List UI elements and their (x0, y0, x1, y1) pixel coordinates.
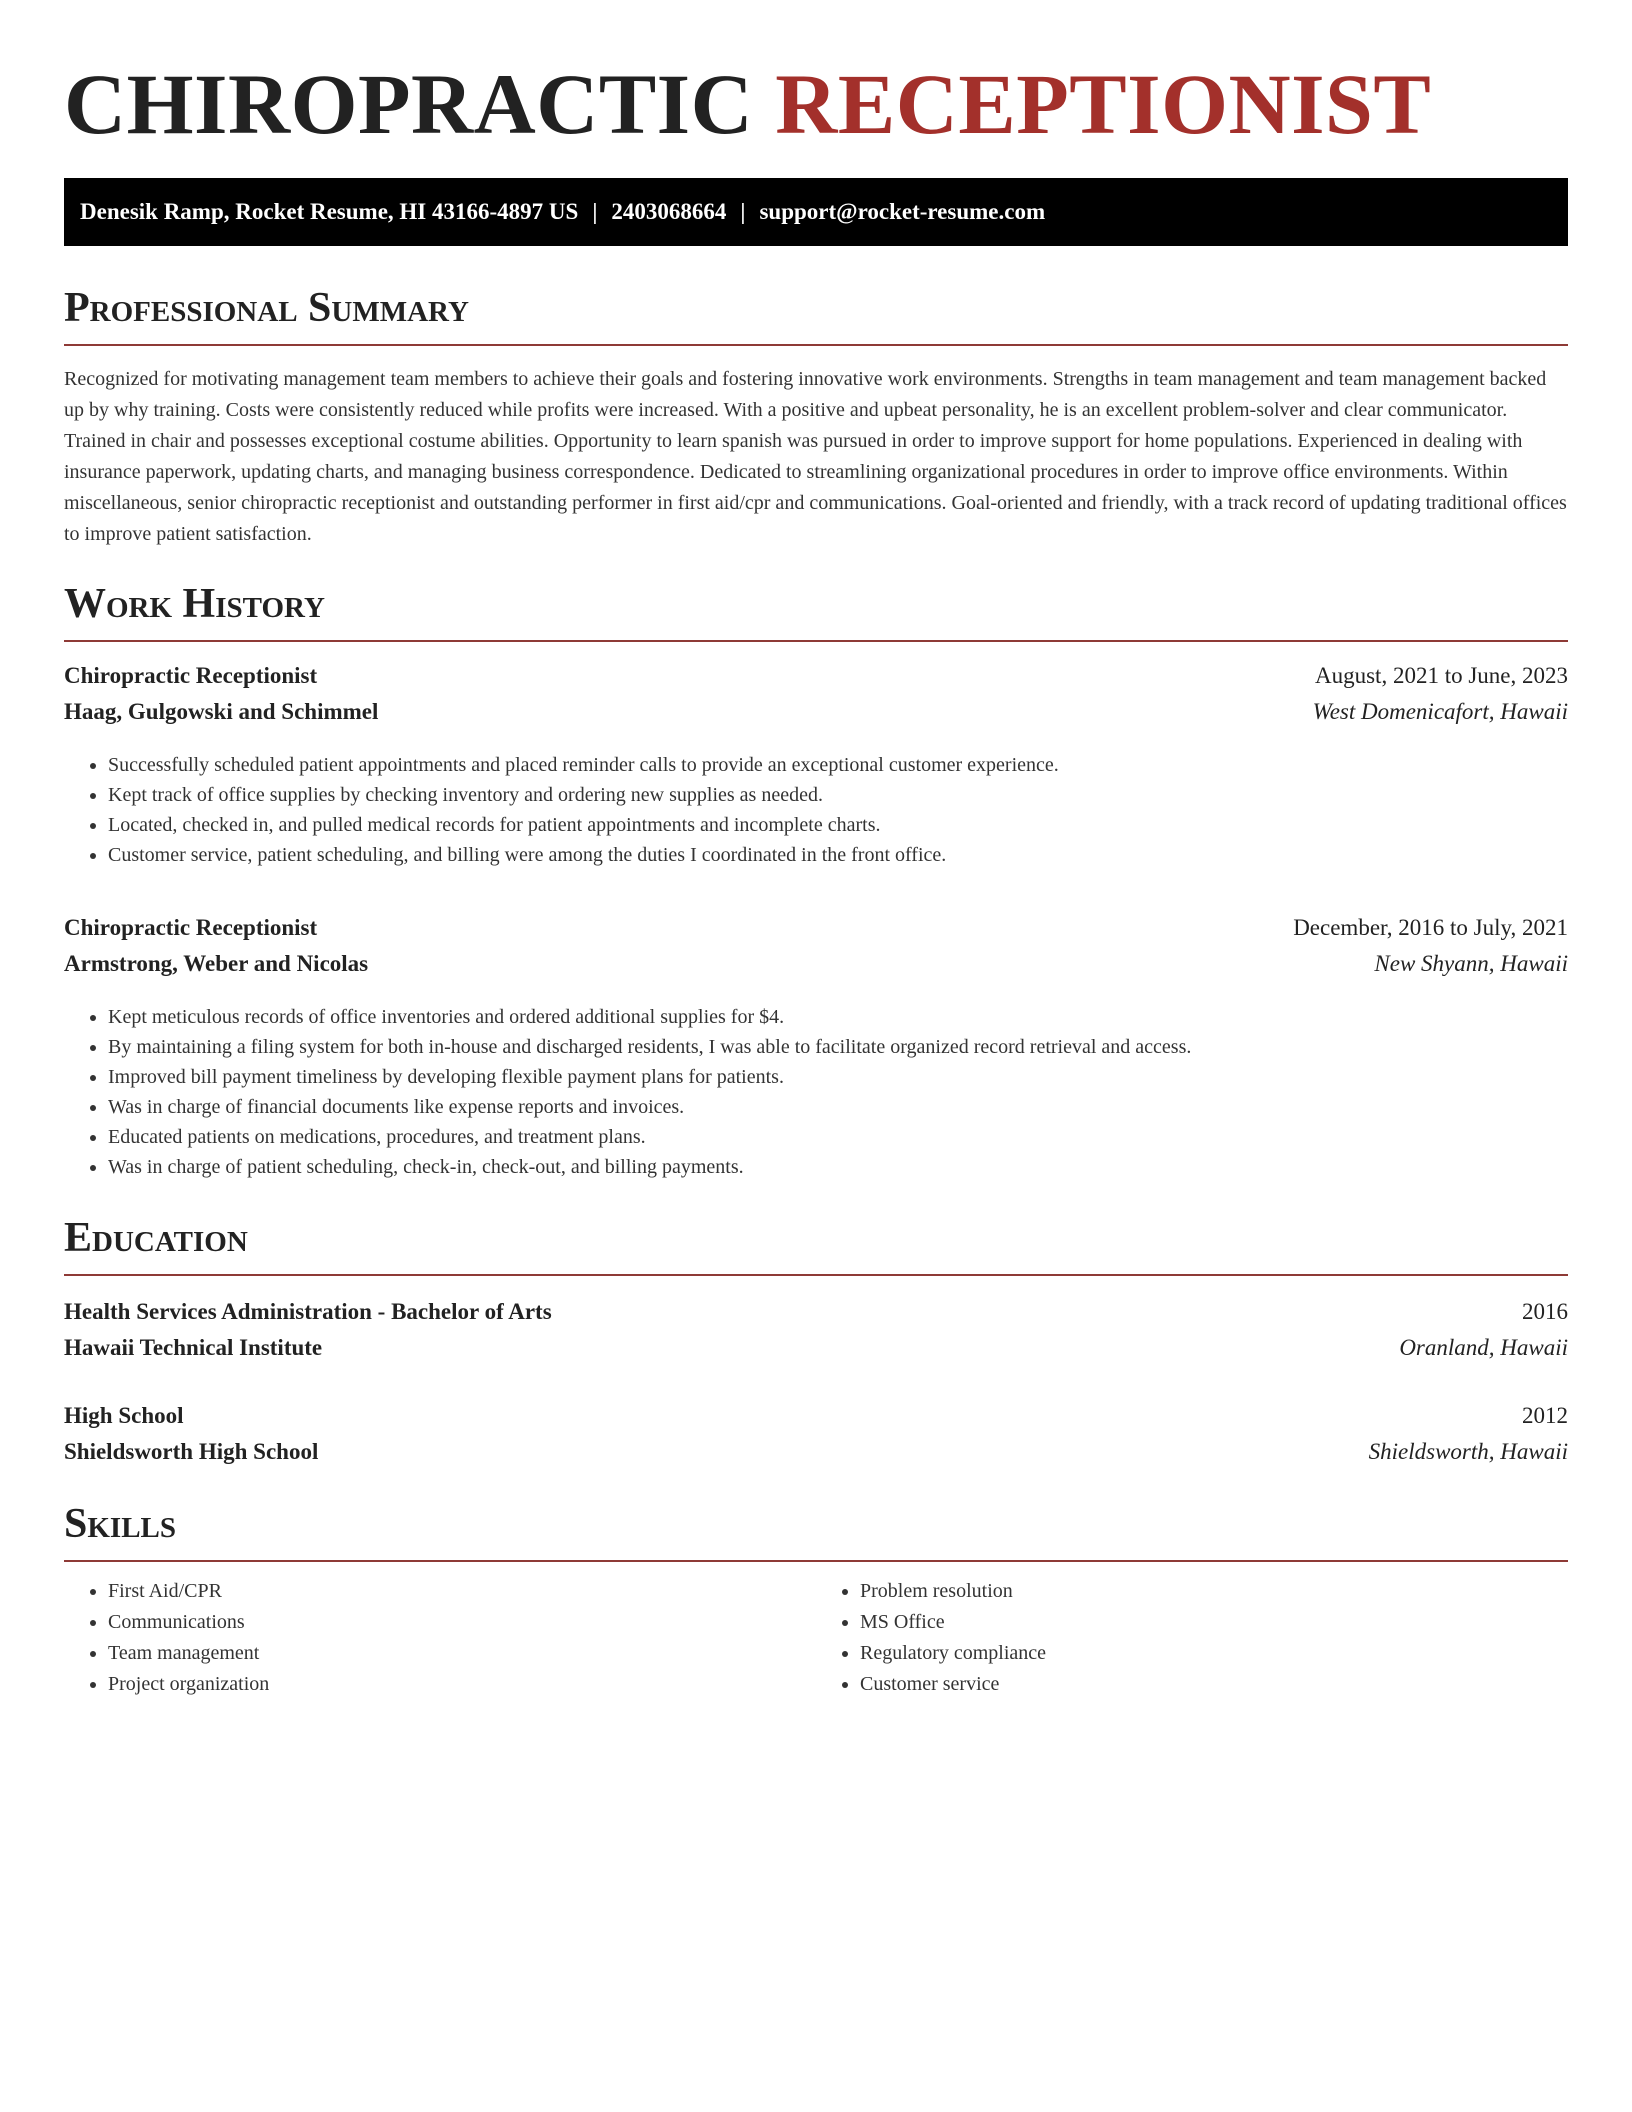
job-entry (64, 658, 1568, 870)
summary-text: Recognized for motivating management team members to achieve their goals and fostering innovative work environments. Strengths in team management and team management backed up by why training. Costs were consistently reduced while profits were increased. With a positive and upbeat personality, he is an excellent problem-solver and clear communicator. Trained in chair and possesses exceptional costume abilities. Opportunity to learn spanish was pursued in order to improve support for home populations. Experienced in dealing with insurance paperwork, updating charts, and managing business correspondence. Dedicated to streamlining organizational procedures in order to improve office environments. Within miscellaneous, senior chiropractic receptionist and outstanding performer in first aid/cpr and communications. Goal-oriented and friendly, with a track record of updating traditional offices to improve patient satisfaction. (64, 368, 1567, 545)
contact-email: support@rocket-resume.com (759, 199, 1046, 224)
graduation-year: 2016 (1522, 1299, 1568, 1324)
skill-item: • Project organization (108, 1669, 816, 1700)
skill-item: • Communications (108, 1607, 816, 1638)
skill-item: • First Aid/CPR (108, 1576, 816, 1607)
education-section (64, 1212, 1568, 1470)
job-bullet: • Improved bill payment timeliness by developing flexible payment plans for patients. (108, 1062, 1568, 1092)
job-company: Haag, Gulgowski and Schimmel (64, 699, 379, 724)
education-entry (64, 1398, 1568, 1470)
job-bullet: • Was in charge of financial documents like expense reports and invoices. (108, 1092, 1568, 1122)
job-title-row (64, 658, 1568, 694)
school-row (64, 1434, 1568, 1470)
skills-column-right (816, 1576, 1568, 1700)
contact-bar (64, 178, 1568, 246)
job-entry (64, 910, 1568, 1182)
summary-section (64, 282, 1568, 550)
education-entry (64, 1294, 1568, 1366)
job-company-row (64, 694, 1568, 730)
summary-heading: Professional Summary (64, 282, 1568, 346)
skill-item: • Regulatory compliance (860, 1638, 1568, 1669)
job-title-row (64, 910, 1568, 946)
work-history-section (64, 578, 1568, 1182)
degree-row (64, 1294, 1568, 1330)
graduation-year: 2012 (1522, 1403, 1568, 1428)
school-row (64, 1330, 1568, 1366)
work-history-heading: Work History (64, 578, 1568, 642)
job-bullet: • Kept track of office supplies by checking inventory and ordering new supplies as needed. (108, 780, 1568, 810)
degree: High School (64, 1403, 184, 1428)
skill-item: • Problem resolution (860, 1576, 1568, 1607)
skill-item: • MS Office (860, 1607, 1568, 1638)
job-dates: December, 2016 to July, 2021 (1293, 915, 1568, 940)
title-accent: RECEPTIONIST (775, 56, 1432, 152)
job-bullet: • Educated patients on medications, procedures, and treatment plans. (108, 1122, 1568, 1152)
job-location: New Shyann, Hawaii (1374, 951, 1568, 976)
resume-title (64, 54, 1568, 154)
contact-address: Denesik Ramp, Rocket Resume, HI 43166-4897 US (80, 199, 579, 224)
skills-column-left (64, 1576, 816, 1700)
school-location: Oranland, Hawaii (1399, 1335, 1568, 1360)
job-dates: August, 2021 to June, 2023 (1315, 663, 1568, 688)
skill-item: • Customer service (860, 1669, 1568, 1700)
education-heading: Education (64, 1212, 1568, 1276)
job-bullets (64, 1002, 1568, 1182)
job-bullet: • Successfully scheduled patient appointments and placed reminder calls to provide an exceptional customer experience. (108, 750, 1568, 780)
school: Shieldsworth High School (64, 1439, 319, 1464)
job-bullet: • Was in charge of patient scheduling, check-in, check-out, and billing payments. (108, 1152, 1568, 1182)
skills-heading: Skills (64, 1498, 1568, 1562)
job-bullets (64, 750, 1568, 870)
school-location: Shieldsworth, Hawaii (1368, 1439, 1568, 1464)
job-bullet: • By maintaining a filing system for both in-house and discharged residents, I was able to facilitate organized record retrieval and access. (108, 1032, 1568, 1062)
job-bullet: • Customer service, patient scheduling, and billing were among the duties I coordinated in the front office. (108, 840, 1568, 870)
contact-separator: | (740, 199, 746, 224)
job-company-row (64, 946, 1568, 982)
job-bullet: • Kept meticulous records of office inventories and ordered additional supplies for $4. (108, 1002, 1568, 1032)
job-company: Armstrong, Weber and Nicolas (64, 951, 369, 976)
school: Hawaii Technical Institute (64, 1335, 323, 1360)
contact-phone: 2403068664 (611, 199, 727, 224)
skills-section (64, 1498, 1568, 1700)
skills-grid (64, 1576, 1568, 1700)
job-location: West Domenicafort, Hawaii (1312, 699, 1568, 724)
skill-item: • Team management (108, 1638, 816, 1669)
contact-separator: | (592, 199, 598, 224)
title-main: CHIROPRACTIC (64, 56, 754, 152)
job-title: Chiropractic Receptionist (64, 663, 318, 688)
job-title: Chiropractic Receptionist (64, 915, 318, 940)
job-bullet: • Located, checked in, and pulled medical records for patient appointments and incomplete charts. (108, 810, 1568, 840)
degree-row (64, 1398, 1568, 1434)
degree: Health Services Administration - Bachelor of Arts (64, 1299, 552, 1324)
